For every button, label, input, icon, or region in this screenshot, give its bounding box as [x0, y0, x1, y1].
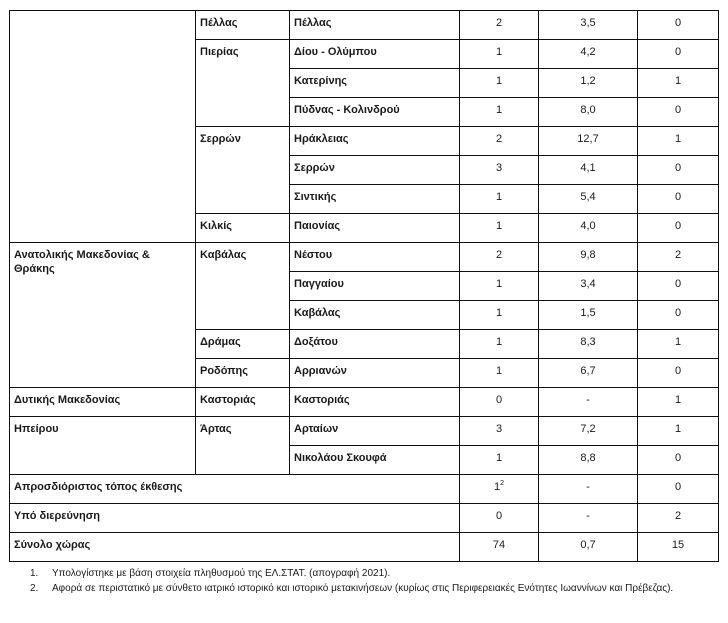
cases-cell: 2 [460, 127, 539, 156]
regional-unit-cell: Κιλκίς [196, 214, 290, 243]
cases-cell: 1 [460, 301, 539, 330]
total-label: Σύνολο χώρας [10, 533, 460, 562]
regional-unit-cell: Πέλλας [196, 11, 290, 40]
rate-cell: 8,8 [539, 446, 638, 475]
table-row [10, 475, 719, 504]
region-cell: Απροσδιόριστος τόπος έκθεσης [10, 475, 460, 504]
total-deaths: 15 [638, 533, 719, 562]
cases-cell: 1 [460, 185, 539, 214]
deaths-cell: 0 [638, 359, 719, 388]
table-row [10, 388, 719, 417]
footnote-1 [30, 566, 700, 581]
rate-cell: 1,5 [539, 301, 638, 330]
municipality-cell: Παιονίας [290, 214, 460, 243]
deaths-cell: 0 [638, 40, 719, 69]
regional-unit-cell: Καστοριάς [196, 388, 290, 417]
deaths-cell: 1 [638, 417, 719, 446]
rate-cell: 12,7 [539, 127, 638, 156]
table-row [10, 504, 719, 533]
region-cell: Υπό διερεύνηση [10, 504, 460, 533]
rate-cell: 7,2 [539, 417, 638, 446]
cases-cell: 0 [460, 388, 539, 417]
rate-cell: 4,0 [539, 214, 638, 243]
rate-cell: 3,5 [539, 11, 638, 40]
region-cell: Ανατολικής Μακεδονίας & Θράκης [10, 243, 196, 388]
rate-cell: 8,3 [539, 330, 638, 359]
municipality-cell: Αρταίων [290, 417, 460, 446]
rate-cell: 5,4 [539, 185, 638, 214]
cases-cell: 1 [460, 98, 539, 127]
cases-by-region-table [9, 10, 719, 562]
deaths-cell: 0 [638, 185, 719, 214]
table-row [10, 11, 719, 40]
cases-cell: 3 [460, 417, 539, 446]
deaths-cell: 1 [638, 69, 719, 98]
rate-cell: 3,4 [539, 272, 638, 301]
rate-cell: 1,2 [539, 69, 638, 98]
rate-cell: 4,2 [539, 40, 638, 69]
municipality-cell: Ηράκλειας [290, 127, 460, 156]
deaths-cell: 1 [638, 388, 719, 417]
rate-cell: - [539, 475, 638, 504]
cases-cell: 2 [460, 11, 539, 40]
cases-cell: 1 [460, 446, 539, 475]
deaths-cell: 1 [638, 330, 719, 359]
cases-cell: 1 [460, 359, 539, 388]
municipality-cell: Καβάλας [290, 301, 460, 330]
deaths-cell: 1 [638, 127, 719, 156]
deaths-cell: 2 [638, 504, 719, 533]
municipality-cell: Σιντικής [290, 185, 460, 214]
municipality-cell: Σερρών [290, 156, 460, 185]
municipality-cell: Δοξάτου [290, 330, 460, 359]
region-cell: Ηπείρου [10, 417, 196, 475]
rate-cell: 6,7 [539, 359, 638, 388]
cases-cell: 1 [460, 272, 539, 301]
footnote-text: Αφορά σε περιστατικό με σύνθετο ιατρικό ιστορικό και ιστορικό μετακινήσεων (κυρίως στις Περιφερειακές Ενότητες Ιωαννίνων και Πρέβεζας). [52, 583, 674, 594]
rate-cell: 8,0 [539, 98, 638, 127]
cases-cell: 0 [460, 504, 539, 533]
total-rate: 0,7 [539, 533, 638, 562]
regional-unit-cell: Πιερίας [196, 40, 290, 127]
cases-cell: 2 [460, 243, 539, 272]
cases-cell: 1 [460, 330, 539, 359]
regional-unit-cell: Δράμας [196, 330, 290, 359]
deaths-cell: 0 [638, 446, 719, 475]
municipality-cell: Αρριανών [290, 359, 460, 388]
deaths-cell: 2 [638, 243, 719, 272]
rate-cell: 4,1 [539, 156, 638, 185]
deaths-cell: 0 [638, 475, 719, 504]
regional-unit-cell: Σερρών [196, 127, 290, 214]
municipality-cell: Παγγαίου [290, 272, 460, 301]
cases-cell: 3 [460, 156, 539, 185]
rate-cell: 9,8 [539, 243, 638, 272]
rate-cell: - [539, 388, 638, 417]
cases-cell: 1 [460, 40, 539, 69]
footnotes [30, 566, 700, 596]
footnote-text: Υπολογίστηκε με βάση στοιχεία πληθυσμού της ΕΛ.ΣΤΑΤ. (απογραφή 2021). [52, 568, 391, 579]
deaths-cell: 0 [638, 11, 719, 40]
table-row [10, 417, 719, 446]
region-cell [10, 11, 196, 243]
deaths-cell: 0 [638, 301, 719, 330]
regional-unit-cell: Ροδόπης [196, 359, 290, 388]
table-row [10, 243, 719, 272]
cases-value: 1 [493, 481, 501, 493]
region-cell: Δυτικής Μακεδονίας [10, 388, 196, 417]
municipality-cell: Πέλλας [290, 11, 460, 40]
regional-unit-cell: Άρτας [196, 417, 290, 475]
municipality-cell: Πύδνας - Κολινδρού [290, 98, 460, 127]
municipality-cell: Δίου - Ολύμπου [290, 40, 460, 69]
cases-cell: 1 [460, 214, 539, 243]
footnote-number: 1. [30, 568, 39, 579]
deaths-cell: 0 [638, 98, 719, 127]
deaths-cell: 0 [638, 156, 719, 185]
cases-cell: 1 [460, 69, 539, 98]
cases-cell [460, 475, 539, 504]
regional-unit-cell: Καβάλας [196, 243, 290, 330]
deaths-cell: 0 [638, 272, 719, 301]
deaths-cell: 0 [638, 214, 719, 243]
municipality-cell: Καστοριάς [290, 388, 460, 417]
total-row [10, 533, 719, 562]
municipality-cell: Κατερίνης [290, 69, 460, 98]
total-cases: 74 [460, 533, 539, 562]
footnote-2 [30, 581, 700, 596]
footnote-number: 2. [30, 583, 39, 594]
municipality-cell: Νικολάου Σκουφά [290, 446, 460, 475]
footnote-ref: 2 [500, 480, 505, 487]
rate-cell: - [539, 504, 638, 533]
municipality-cell: Νέστου [290, 243, 460, 272]
